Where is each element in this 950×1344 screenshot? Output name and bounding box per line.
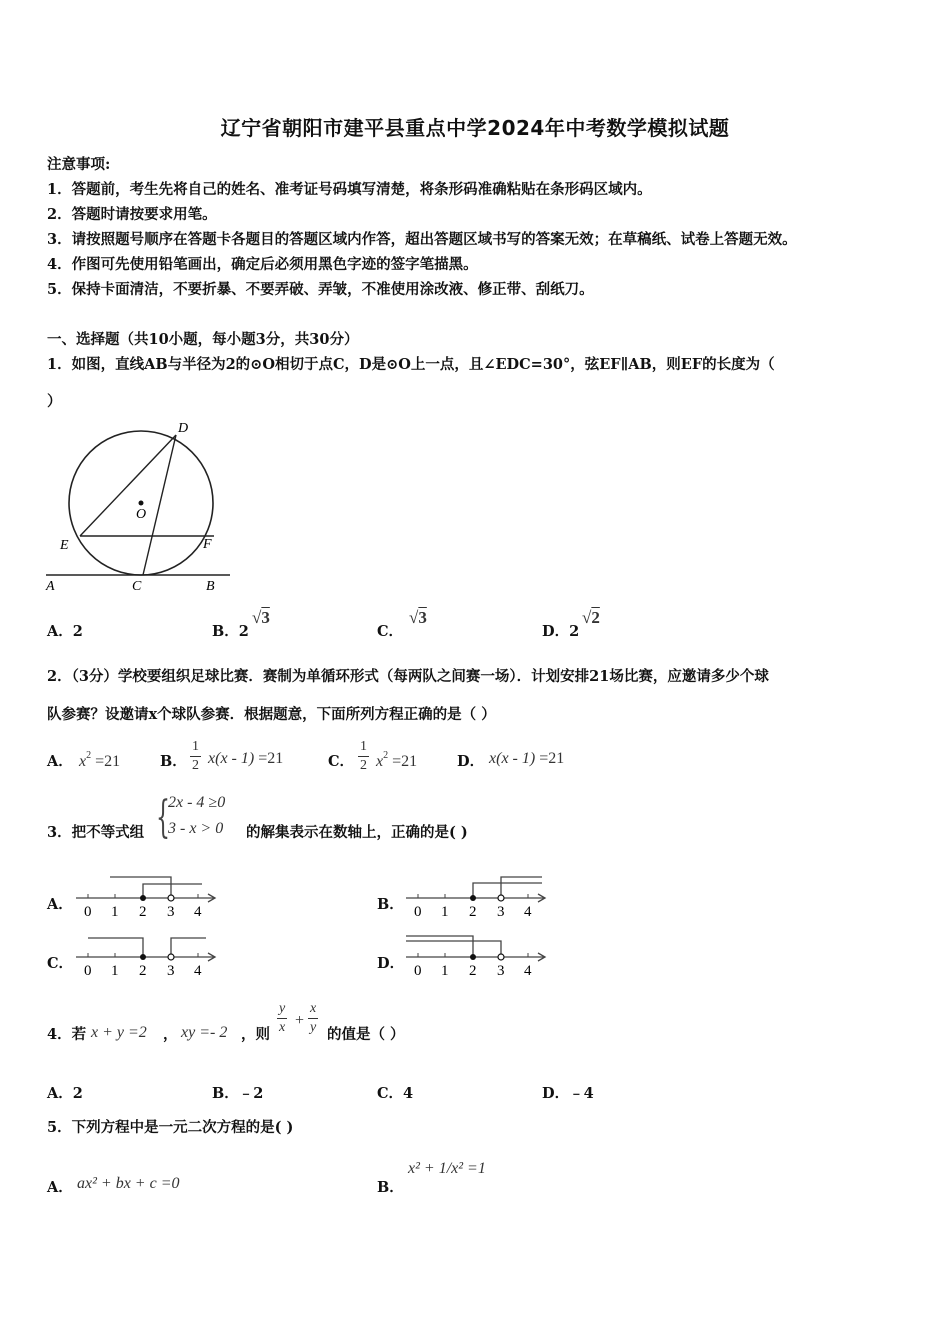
notice-item: 5．保持卡面清洁，不要折暴、不要弄破、弄皱，不准使用涂改液、修正带、刮纸刀。 (47, 281, 594, 298)
q4-option-d[interactable]: D．﹣4 (542, 1085, 594, 1102)
svg-text:0: 0 (414, 963, 422, 979)
svg-text:3: 3 (167, 963, 175, 979)
q4-comma: ， (163, 1026, 178, 1043)
label-d: D (178, 421, 189, 436)
svg-text:4: 4 (524, 963, 532, 979)
fraction-x-over-y: $\frac{x}{y}$ (310, 1001, 317, 1035)
q3-option-a-letter[interactable]: A． (47, 896, 73, 913)
option-letter: D． (542, 623, 570, 640)
q1-circle-figure (40, 415, 240, 595)
q1-option-c[interactable] (377, 608, 427, 641)
option-letter: A． (47, 623, 73, 640)
brace: { (156, 792, 170, 843)
q4-suffix: 的值是（ ） (327, 1026, 405, 1043)
svg-text:1: 1 (441, 963, 449, 979)
question-4 (47, 1000, 467, 1050)
svg-text:2: 2 (139, 963, 147, 979)
svg-text:4: 4 (524, 904, 532, 920)
inequality-2: 3 - x > 0 (168, 820, 224, 837)
q4-option-b[interactable]: B．﹣2 (212, 1085, 264, 1102)
sqrt-2: √2 (582, 608, 600, 627)
q3-option-d-letter[interactable]: D． (377, 955, 405, 972)
label-a: A (46, 579, 55, 594)
svg-text:0: 0 (414, 904, 422, 920)
section-heading: 一、选择题（共10小题，每小题3分，共30分） (47, 331, 359, 348)
segment-dc (143, 435, 176, 575)
expr-a: $x^2 =21$ (79, 750, 121, 770)
expr-d: x(x - 1) =21 (489, 750, 565, 767)
fraction-half: $\frac{1}{2}$ (192, 739, 199, 773)
q4-option-a[interactable]: A．2 (47, 1085, 83, 1102)
q3-option-c-letter[interactable]: C． (47, 955, 74, 972)
q3-number-line-a[interactable] (72, 872, 222, 922)
notice-item: 1．答题前，考生先将自己的姓名、准考证号码填写清楚，将条形码准确粘贴在条形码区域内。 (47, 181, 652, 198)
svg-text:0: 0 (84, 963, 92, 979)
center-point (139, 501, 144, 506)
q3-number-line-b[interactable] (402, 872, 552, 922)
notice-item: 4．作图可先使用铅笔画出，确定后必须用黑色字迹的签字笔描黑。 (47, 256, 478, 273)
svg-text:3: 3 (497, 904, 505, 920)
q4-prefix: 4．若 (47, 1026, 87, 1043)
option-value: 2 (569, 623, 580, 640)
q4-condition-2: xy =- 2 (181, 1024, 228, 1041)
option-letter: A． (47, 1179, 73, 1196)
question-1-text: 1．如图，直线AB与半径为2的⊙O相切于点C，D是⊙O上一点，且∠EDC=30°，弦EF∥AB，则EF的长度为（ (47, 356, 775, 373)
label-c: C (132, 579, 142, 594)
option-letter: C． (328, 753, 355, 770)
expr-c: $x^2 =21$ (376, 750, 418, 770)
sqrt-3: √3 (409, 608, 427, 627)
segment-ed (80, 435, 176, 536)
q5-expr-b: x² + 1/x² =1 (408, 1160, 486, 1177)
label-f: F (203, 537, 212, 552)
svg-text:2: 2 (469, 963, 477, 979)
label-b: B (206, 579, 215, 594)
question-2-line2: 队参赛？设邀请x个球队参赛．根据题意，下面所列方程正确的是（ ） (47, 706, 496, 723)
label-o: O (136, 507, 147, 522)
svg-text:3: 3 (167, 904, 175, 920)
plus-sign: + (295, 1012, 305, 1029)
option-letter: D． (457, 753, 485, 770)
inequality-1: 2x - 4 ≥0 (168, 794, 226, 811)
q1-option-d[interactable] (542, 608, 600, 641)
option-letter: B． (160, 753, 187, 770)
q1-option-a[interactable] (47, 620, 83, 641)
sqrt-3: √3 (252, 608, 270, 627)
inequality-system (156, 792, 246, 850)
expr-b: x(x - 1) =21 (208, 750, 284, 767)
q3-number-line-d[interactable] (402, 931, 552, 981)
q1-option-b[interactable] (212, 608, 270, 641)
option-value: 2 (72, 623, 83, 640)
question-1-text-cont: ） (47, 393, 62, 410)
svg-text:2: 2 (139, 904, 147, 920)
svg-text:4: 4 (194, 904, 202, 920)
svg-text:1: 1 (441, 904, 449, 920)
question-5-text: 5．下列方程中是一元二次方程的是( ) (47, 1119, 294, 1136)
notice-item: 2．答题时请按要求用笔。 (47, 206, 217, 223)
q5-expr-a: ax² + bx + c =0 (77, 1175, 180, 1192)
question-2-line1: 2．（3分）学校要组织足球比赛．赛制为单循环形式（每两队之间赛一场）．计划安排21场比赛，应邀请多少个球 (47, 668, 769, 685)
notice-item: 3．请按照题号顺序在答题卡各题目的答题区域内作答，超出答题区域书写的答案无效；在草稿纸、试卷上答题无效。 (47, 231, 797, 248)
q4-option-c[interactable]: C．4 (377, 1085, 414, 1102)
option-letter: C． (377, 623, 404, 640)
question-3-prefix: 3．把不等式组 (47, 824, 145, 841)
label-e: E (60, 538, 69, 553)
question-3-suffix: 的解集表示在数轴上，正确的是( ) (246, 824, 468, 841)
page-title: 辽宁省朝阳市建平县重点中学2024年中考数学模拟试题 (220, 116, 730, 140)
q4-condition-1: x + y =2 (91, 1024, 147, 1041)
notice-heading: 注意事项: (47, 156, 111, 173)
option-letter: A． (47, 753, 73, 770)
svg-text:3: 3 (497, 963, 505, 979)
q3-option-b-letter[interactable]: B． (377, 896, 404, 913)
svg-text:0: 0 (84, 904, 92, 920)
option-letter: B． (212, 623, 239, 640)
svg-text:4: 4 (194, 963, 202, 979)
option-letter: B． (377, 1179, 404, 1196)
svg-text:1: 1 (111, 904, 119, 920)
fraction-y-over-x: $\frac{y}{x}$ (279, 1001, 286, 1035)
option-value: 2 (238, 623, 249, 640)
fraction-half: $\frac{1}{2}$ (360, 739, 367, 773)
q4-then: ，则 (241, 1026, 270, 1043)
svg-text:2: 2 (469, 904, 477, 920)
q3-number-line-c[interactable] (72, 931, 222, 981)
svg-text:1: 1 (111, 963, 119, 979)
